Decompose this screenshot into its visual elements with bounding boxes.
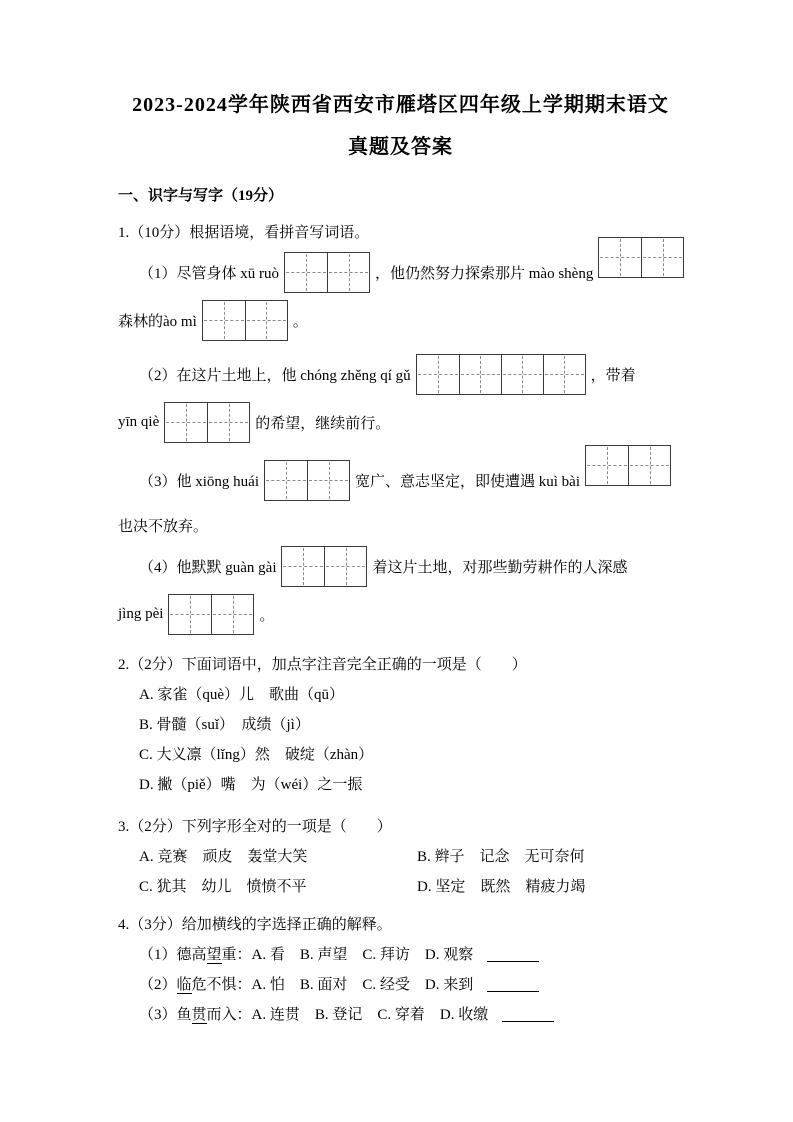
q4-item2-underlined-char: 临 — [176, 977, 192, 993]
q1-p4-text4: 。 — [259, 607, 275, 624]
q1-p4-text3: jìng pèi — [118, 605, 164, 622]
pinyin-writing-box — [281, 546, 367, 587]
q4-item1-underlined-char: 望 — [206, 947, 222, 963]
q2-option-c: C. 大义凛（lǐng）然 破绽（zhàn） — [139, 747, 374, 763]
answer-blank — [502, 1006, 554, 1022]
q1-p4-text2: 着这片土地，对那些勤劳耕作的人深感 — [372, 559, 628, 576]
pinyin-writing-box — [202, 300, 288, 341]
q4-item1-options: 重：A. 看 B. 声望 C. 拜访 D. 观察 — [221, 947, 474, 963]
q4-item-3 — [118, 1000, 683, 1030]
q1-part1-line1 — [118, 248, 683, 296]
answer-blank — [487, 946, 539, 962]
pinyin-writing-box — [164, 402, 250, 443]
pinyin-writing-box — [284, 252, 370, 293]
q4-item3-underlined-char: 贯 — [191, 1007, 207, 1023]
q1-p2-text2: ，带着 — [590, 367, 636, 384]
q3-stem: 3.（2分）下列字形全对的一项是（ ） — [118, 819, 392, 835]
q4-item3-pre: （3）鱼 — [139, 1007, 192, 1023]
pinyin-writing-box — [264, 460, 350, 501]
title-line-1: 2023-2024学年陕西省西安市雁塔区四年级上学期期末语文 — [132, 94, 669, 116]
q1-p4-text1: （4）他默默 guàn gài — [139, 559, 277, 576]
q1-part2-line2 — [118, 398, 683, 446]
q1-p1-text2: ，他仍然努力探索那片 mào shèng — [375, 265, 594, 282]
document-title-block — [118, 90, 683, 162]
q4-item2-options: 危不惧：A. 怕 B. 面对 C. 经受 D. 来到 — [191, 977, 474, 993]
pinyin-writing-box — [585, 445, 671, 486]
q4-item1-pre: （1）德高 — [139, 947, 207, 963]
q1-p1-text1: （1）尽管身体 xū ruò — [139, 265, 279, 282]
q2-option-d: D. 撇（piě）嘴 为（wéi）之一振 — [139, 777, 363, 793]
title-line-2: 真题及答案 — [348, 136, 453, 158]
pinyin-writing-box — [598, 237, 684, 278]
q1-part4-line2 — [118, 590, 683, 638]
q3-option-b: B. 辫子 记念 无可奈何 — [417, 849, 585, 865]
pinyin-writing-box — [168, 594, 254, 635]
q3-option-a: A. 竞赛 顽皮 轰堂大笑 — [139, 849, 308, 865]
q1-part3-line1 — [118, 456, 683, 504]
q4-item-2 — [118, 970, 683, 1000]
pinyin-writing-box — [416, 354, 586, 395]
q3-option-c: C. 犹其 幼儿 愤愤不平 — [139, 879, 307, 895]
q1-part2-line1 — [118, 350, 683, 398]
answer-blank — [487, 976, 539, 992]
q2-stem: 2.（2分）下面词语中，加点字注音完全正确的一项是（ ） — [118, 657, 527, 673]
q1-p1-text3: 森林的ào mì — [118, 313, 197, 330]
q1-stem: 1.（10分）根据语境，看拼音写词语。 — [118, 225, 370, 241]
q1-p1-text4: 。 — [292, 313, 308, 330]
q3-options-row-1 — [118, 842, 683, 872]
q2-option-a: A. 家雀（què）儿 歌曲（qū） — [139, 687, 344, 703]
q1-part4-line1 — [118, 542, 683, 590]
q4-item3-options: 而入：A. 连贯 B. 登记 C. 穿着 D. 收缴 — [206, 1007, 489, 1023]
q4-stem: 4.（3分）给加横线的字选择正确的解释。 — [118, 917, 392, 933]
q4-item-1 — [118, 940, 683, 970]
q1-p2-text3: yīn qiè — [118, 413, 160, 430]
q1-p2-text4: 的希望，继续前行。 — [255, 415, 391, 432]
q1-part3-line2: 也决不放弃。 — [118, 519, 209, 535]
q3-option-d: D. 坚定 既然 精疲力竭 — [417, 879, 586, 895]
q1-p3-text2: 宽广、意志坚定，即使遭遇 kuì bài — [355, 473, 580, 490]
q1-p3-text1: （3）他 xiōng huái — [139, 473, 259, 490]
q3-options-row-2 — [118, 872, 683, 902]
section-1-heading: 一、识字与写字（19分） — [118, 188, 284, 204]
q4-item2-pre: （2） — [139, 977, 177, 993]
q2-option-b: B. 骨髓（suǐ） 成绩（jì） — [139, 717, 310, 733]
q1-part1-line2 — [118, 296, 683, 344]
q1-p2-text1: （2）在这片土地上，他 chóng zhěng qí gǔ — [139, 367, 411, 384]
